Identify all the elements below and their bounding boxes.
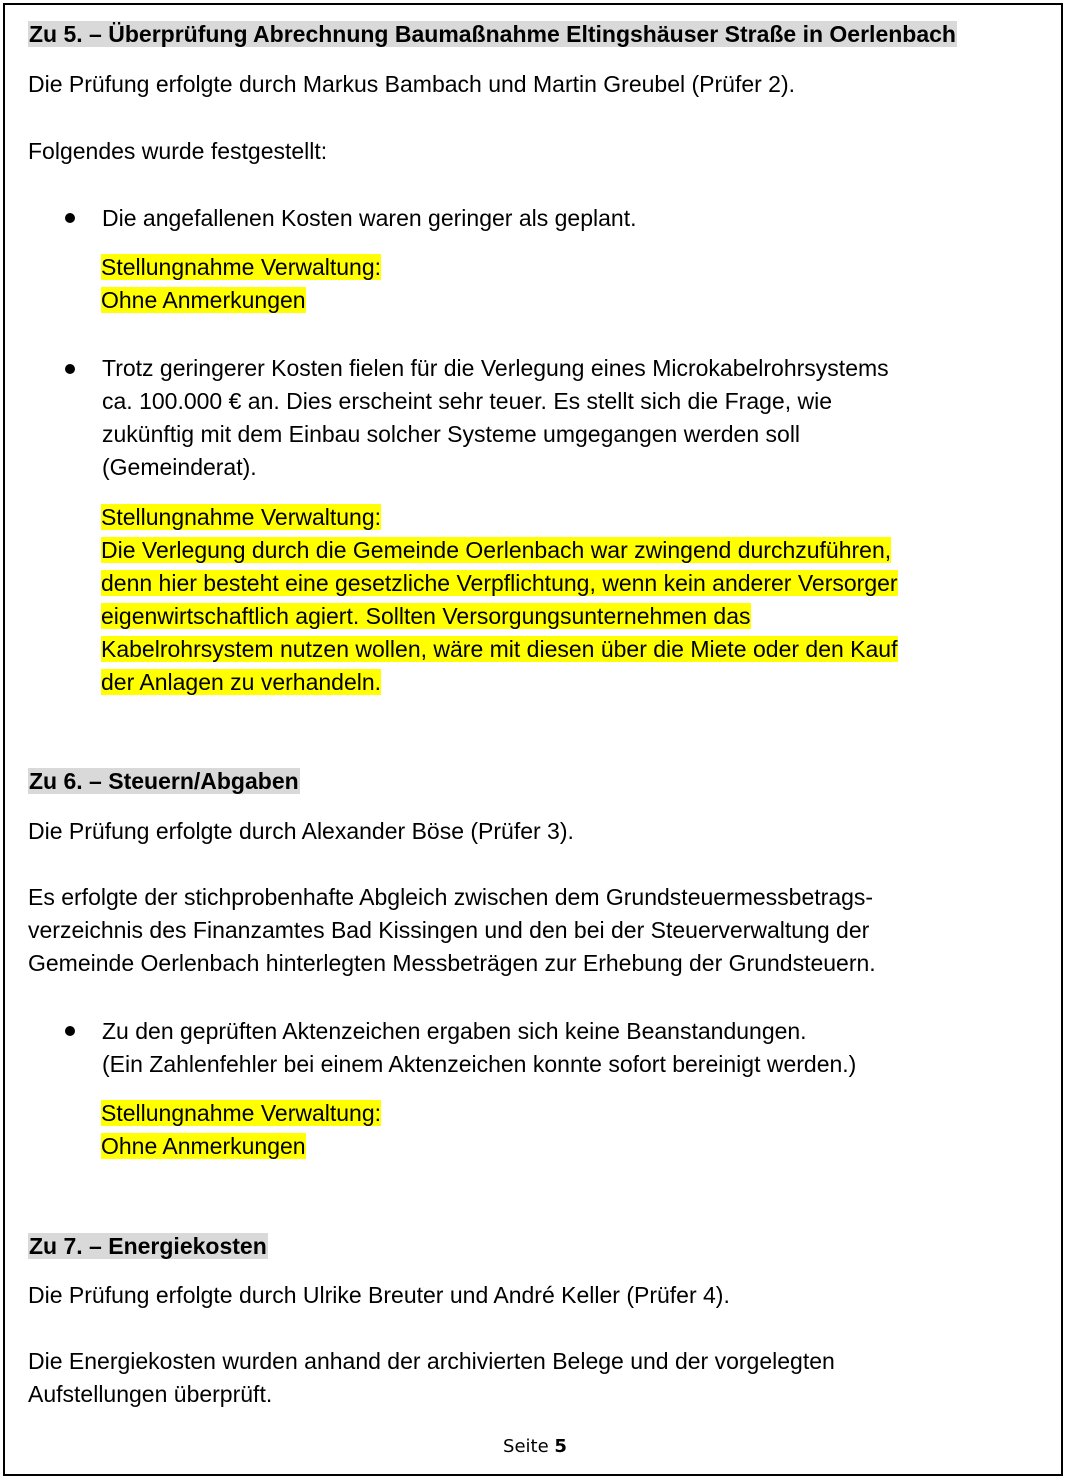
section-6-item-1-statement-label-block — [101, 1097, 381, 1130]
section-5-item-2-statement-line-block — [101, 600, 751, 633]
section-5-item-2-statement-label-block — [101, 501, 381, 534]
section-7-heading-block — [28, 1230, 268, 1263]
bullet-icon — [65, 364, 75, 374]
section-5-examiners: Die Prüfung erfolgte durch Markus Bambach und Martin Greubel (Prüfer 2). — [28, 71, 796, 97]
section-5-item-2-statement-line: denn hier besteht eine gesetzliche Verpflichtung, wenn kein anderer Versorger — [101, 570, 898, 596]
page-footer — [0, 1434, 1070, 1460]
section-7-examiners: Die Prüfung erfolgte durch Ulrike Breuter und André Keller (Prüfer 4). — [28, 1282, 730, 1308]
section-5-item-2-statement-line: eigenwirtschaftlich agiert. Sollten Versorgungsunternehmen das — [101, 603, 751, 629]
section-5-item-2-statement-line-block — [101, 567, 898, 600]
section-6-item-1-line: (Ein Zahlenfehler bei einem Aktenzeichen konnte sofort bereinigt werden.) — [102, 1051, 857, 1077]
section-5-item-1-statement-block — [101, 284, 306, 317]
section-6-item-1-line: Zu den geprüften Aktenzeichen ergaben sich keine Beanstandungen. — [102, 1018, 807, 1044]
section-5-item-2-statement-line-block — [101, 534, 891, 567]
section-5-item-2-statement-label: Stellungnahme Verwaltung: — [101, 504, 382, 530]
section-5-item-1-statement-label-block — [101, 251, 381, 284]
section-6-intro-line: Es erfolgte der stichprobenhafte Abgleich zwischen dem Grundsteuermessbetrags- — [28, 884, 874, 910]
section-6-heading: Zu 6. – Steuern/Abgaben — [29, 768, 299, 794]
section-5-heading: Zu 5. – Überprüfung Abrechnung Baumaßnahme Eltingshäuser Straße in Oerlenbach — [29, 21, 956, 47]
section-5-item-2-statement-line-block — [101, 633, 898, 666]
section-5-item-1-statement-label: Stellungnahme Verwaltung: — [101, 254, 382, 280]
section-6-intro-line: Gemeinde Oerlenbach hinterlegten Messbeträgen zur Erhebung der Grundsteuern. — [28, 950, 876, 976]
section-6-examiners: Die Prüfung erfolgte durch Alexander Böse (Prüfer 3). — [28, 818, 574, 844]
section-5-item-2-statement-line: der Anlagen zu verhandeln. — [101, 669, 382, 695]
section-6-item-1-statement: Ohne Anmerkungen — [101, 1133, 306, 1159]
section-5-item-2-line: (Gemeinderat). — [102, 454, 257, 480]
section-5-item-2-statement-line-block — [101, 666, 381, 699]
section-5-item-2-statement-line: Kabelrohrsystem nutzen wollen, wäre mit diesen über die Miete oder den Kauf — [101, 636, 898, 662]
footer-label: Seite — [503, 1436, 549, 1457]
section-6-intro-line: verzeichnis des Finanzamtes Bad Kissingen und den bei der Steuerverwaltung der — [28, 917, 870, 943]
bullet-icon — [65, 213, 75, 223]
section-5-heading-block — [28, 18, 957, 51]
section-5-item-2-line: zukünftig mit dem Einbau solcher Systeme umgegangen werden soll — [102, 421, 801, 447]
bullet-icon — [65, 1026, 75, 1036]
section-6-heading-block — [28, 765, 300, 798]
section-6-item-1-statement-label: Stellungnahme Verwaltung: — [101, 1100, 382, 1126]
section-7-text-line: Die Energiekosten wurden anhand der archivierten Belege und der vorgelegten — [28, 1348, 835, 1374]
section-5-intro: Folgendes wurde festgestellt: — [28, 138, 328, 164]
section-7-text-line: Aufstellungen überprüft. — [28, 1381, 273, 1407]
section-6-item-1-statement-block — [101, 1130, 306, 1163]
page-number: 5 — [554, 1436, 567, 1457]
section-5-item-2-line: ca. 100.000 € an. Dies erscheint sehr teuer. Es stellt sich die Frage, wie — [102, 388, 832, 414]
section-5-item-2-statement-line: Die Verlegung durch die Gemeinde Oerlenbach war zwingend durchzuführen, — [101, 537, 892, 563]
section-7-heading: Zu 7. – Energiekosten — [29, 1233, 267, 1259]
section-5-item-1-text: Die angefallenen Kosten waren geringer als geplant. — [102, 205, 637, 231]
section-5-item-2-line: Trotz geringerer Kosten fielen für die Verlegung eines Microkabelrohrsystems — [102, 355, 889, 381]
section-5-item-1-statement: Ohne Anmerkungen — [101, 287, 306, 313]
